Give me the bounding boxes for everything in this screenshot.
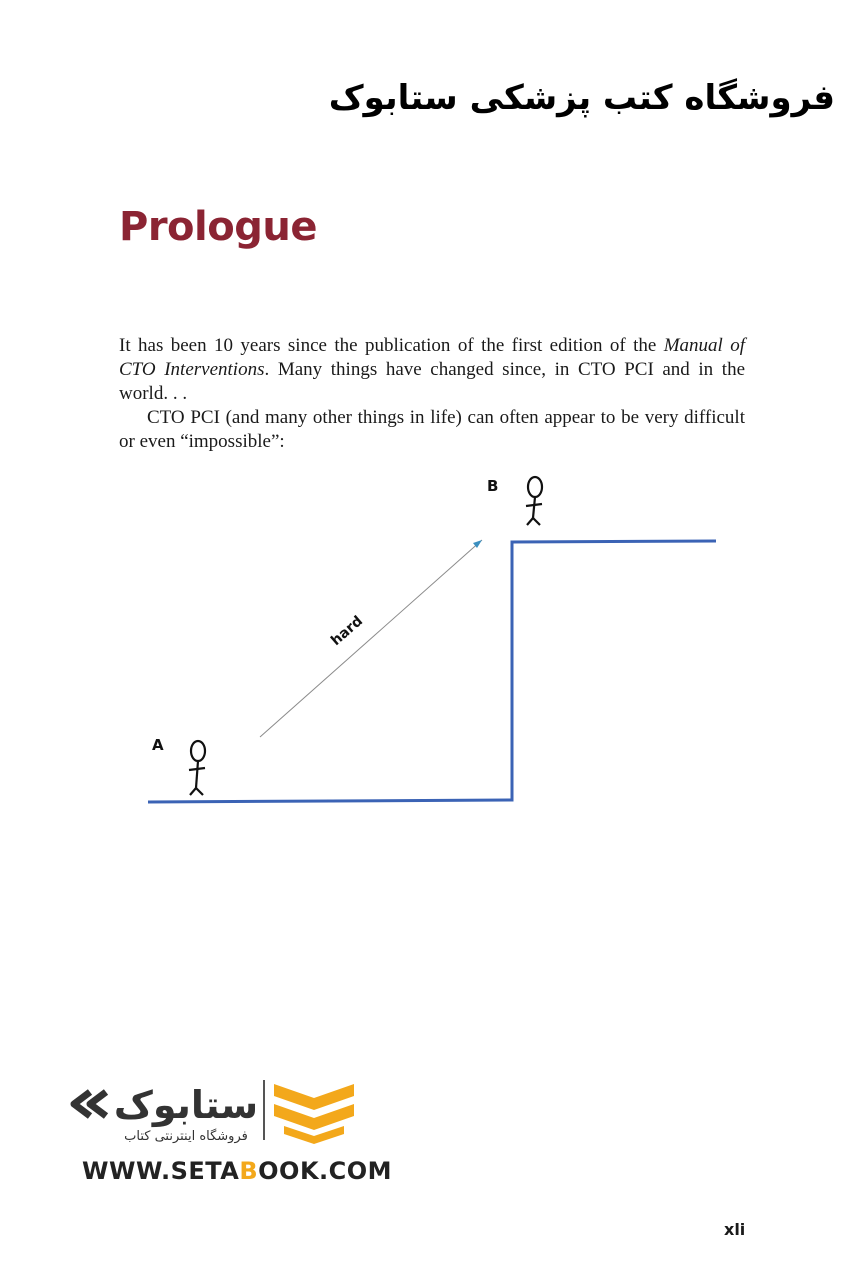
page-title: Prologue <box>119 204 317 250</box>
body-text <box>119 334 745 454</box>
book-title-italic: Manual of CTO Interventions <box>119 335 745 380</box>
url-accent: B <box>239 1157 259 1185</box>
brand-tagline: فروشگاه اینترنتی کتاب <box>124 1129 248 1144</box>
paragraph-1-text-b: . Many things have changed since, in CTO PCI and in the world. . . <box>119 359 745 404</box>
hard-arrow <box>260 540 482 737</box>
url-part-2: OOK.COM <box>258 1157 393 1185</box>
brand-wordmark: ستابوک <box>113 1083 259 1127</box>
page-number: xli <box>724 1220 746 1239</box>
website-url <box>82 1157 392 1185</box>
difficulty-diagram <box>140 470 730 820</box>
paragraph-1-text-a: It has been 10 years since the publication of the first edition of the <box>119 335 664 356</box>
label-a: A <box>152 736 164 754</box>
stick-figure-a <box>189 741 205 795</box>
arrow-label-hard: hard <box>328 613 367 650</box>
url-part-1: WWW.SETA <box>82 1157 240 1185</box>
label-b: B <box>487 477 499 495</box>
paragraph-2: CTO PCI (and many other things in life) can often appear to be very difficult or even “impossible”: <box>119 407 745 452</box>
chevrons-icon <box>74 1092 106 1116</box>
book-stack-icon <box>274 1084 354 1144</box>
step-path <box>148 541 716 802</box>
watermark-header: فروشگاه کتب پزشکی ستابوک <box>328 78 835 118</box>
paragraph-1 <box>119 334 745 406</box>
stick-figure-b <box>526 477 542 525</box>
